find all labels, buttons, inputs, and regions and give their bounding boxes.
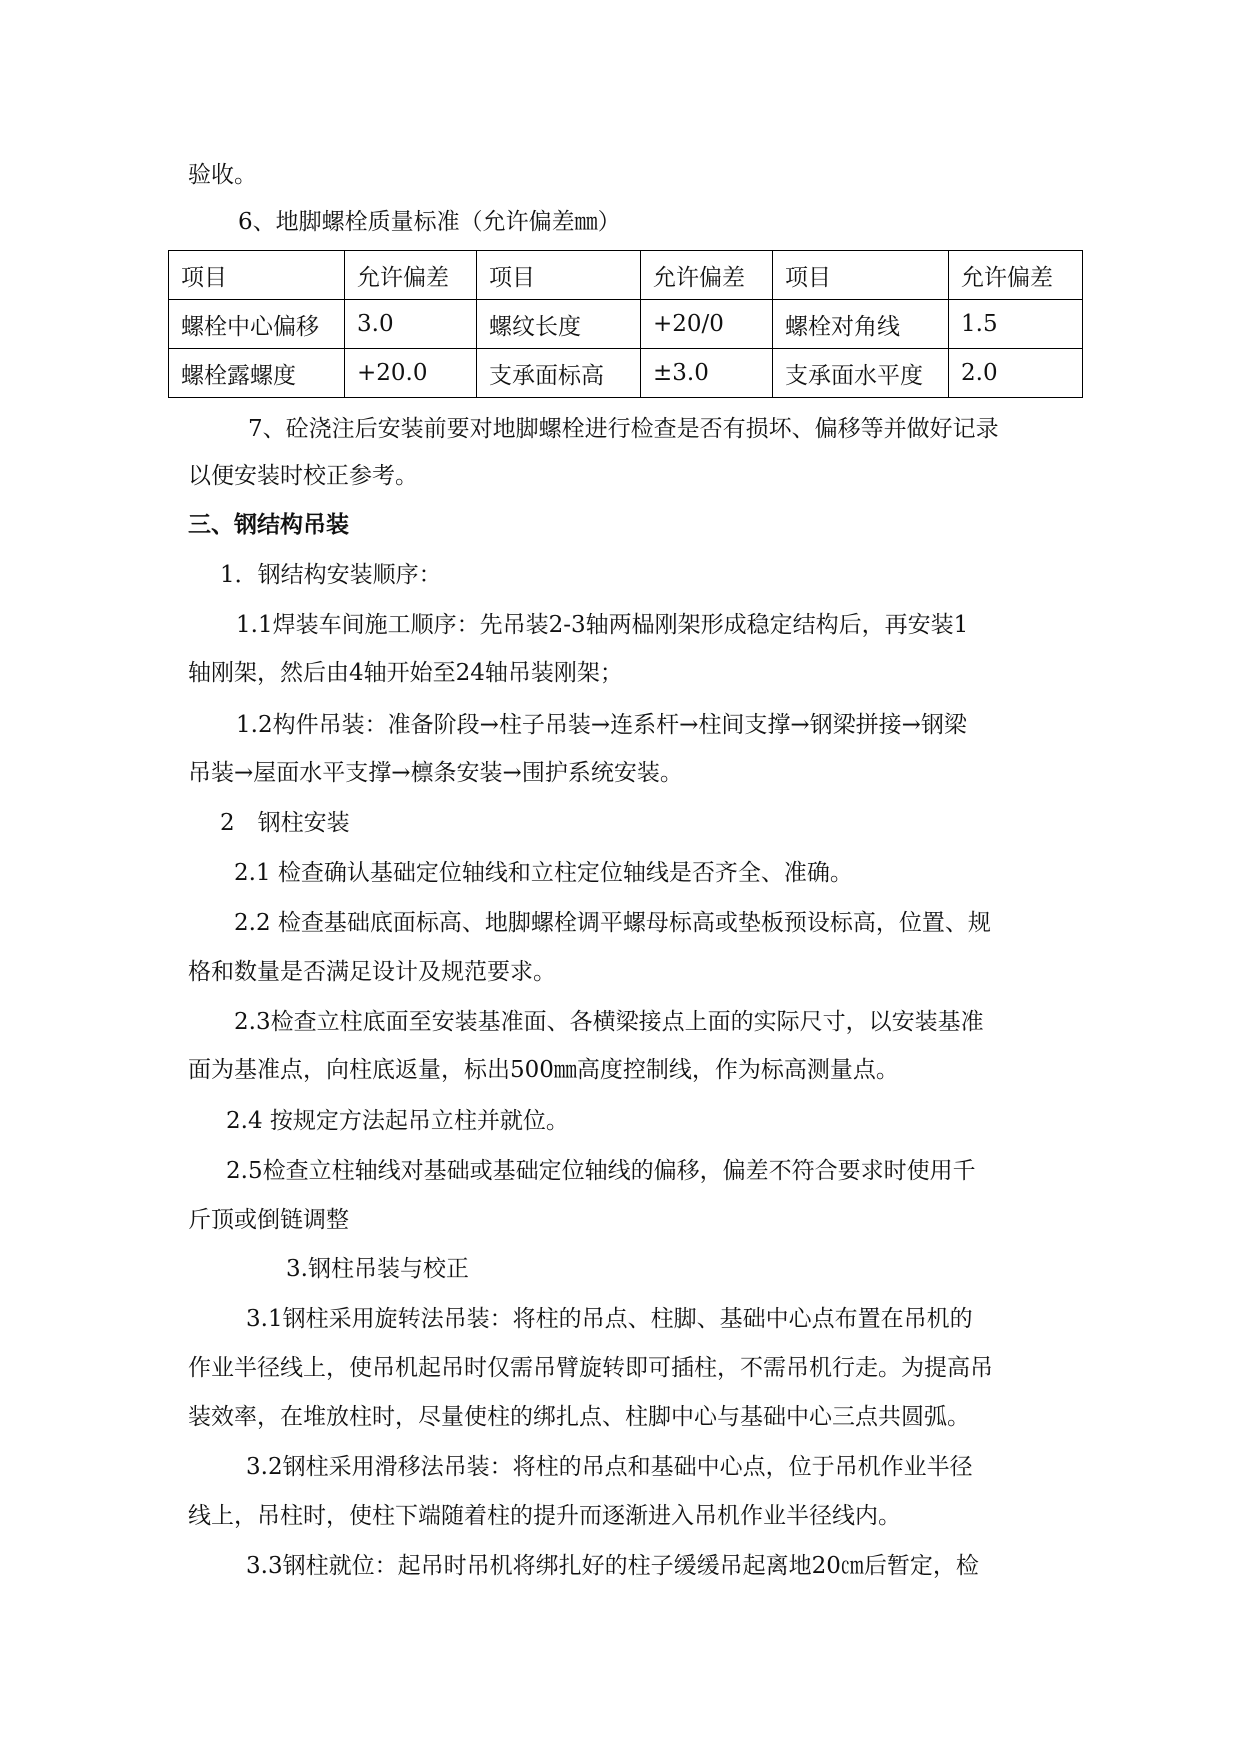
table-cell: 3.0 (345, 300, 477, 349)
table-cell: 允许偏差 (949, 251, 1083, 300)
table-cell: 螺栓对角线 (773, 300, 949, 349)
table-cell: 允许偏差 (345, 251, 477, 300)
table-cell: 螺栓露螺度 (169, 349, 345, 398)
subsection-heading: 3.钢柱吊装与校正 (286, 1256, 469, 1282)
table-cell: 项目 (773, 251, 949, 300)
text-line: 作业半径线上，使吊机起吊时仅需吊臂旋转即可插柱，不需吊机行走。为提高吊 (188, 1355, 993, 1381)
text-line: 2.5检查立柱轴线对基础或基础定位轴线的偏移，偏差不符合要求时使用千 (226, 1158, 976, 1184)
text-line: 斤顶或倒链调整 (188, 1207, 349, 1233)
text-line: 2.1 检查确认基础定位轴线和立柱定位轴线是否齐全、准确。 (234, 860, 853, 886)
text-line: 2.3检查立柱底面至安装基准面、各横梁接点上面的实际尺寸，以安装基准 (234, 1009, 984, 1035)
table-cell: +20/0 (641, 300, 773, 349)
section-heading-bolt-standard: 6、地脚螺栓质量标准（允许偏差㎜） (238, 209, 621, 235)
text-line: 1.1焊装车间施工顺序：先吊装2-3轴两榀刚架形成稳定结构后，再安装1 (236, 612, 969, 638)
table-cell: 允许偏差 (641, 251, 773, 300)
table-cell: 螺纹长度 (477, 300, 641, 349)
section-heading-steel-lifting: 三、钢结构吊装 (188, 511, 349, 538)
text-line: 3.2钢柱采用滑移法吊装：将柱的吊点和基础中心点，位于吊机作业半径 (246, 1454, 973, 1480)
text-line: 装效率，在堆放柱时，尽量使柱的绑扎点、柱脚中心与基础中心三点共圆弧。 (188, 1404, 970, 1430)
table-cell: 螺栓中心偏移 (169, 300, 345, 349)
table-cell: +20.0 (345, 349, 477, 398)
text-line: 格和数量是否满足设计及规范要求。 (188, 959, 556, 985)
table-row (169, 349, 1083, 398)
table-row (169, 300, 1083, 349)
text-line: 3.1钢柱采用旋转法吊装：将柱的吊点、柱脚、基础中心点布置在吊机的 (246, 1306, 973, 1332)
text-line: 轴刚架，然后由4轴开始至24轴吊装刚架； (188, 660, 623, 686)
text-line: 2.2 检查基础底面标高、地脚螺栓调平螺母标高或垫板预设标高，位置、规 (234, 910, 991, 936)
subsection-heading: 1．钢结构安装顺序： (220, 562, 442, 588)
table-cell: 项目 (477, 251, 641, 300)
text-line: 面为基准点，向柱底返量，标出500㎜高度控制线，作为标高测量点。 (188, 1057, 899, 1083)
text-line: 1.2构件吊装：准备阶段→柱子吊装→连系杆→柱间支撑→钢梁拼接→钢梁 (236, 712, 967, 738)
text-line: 3.3钢柱就位：起吊时吊机将绑扎好的柱子缓缓吊起离地20㎝后暂定，检 (246, 1553, 979, 1579)
table-cell: 支承面标高 (477, 349, 641, 398)
table-cell: 2.0 (949, 349, 1083, 398)
text-line: 以便安装时校正参考。 (188, 463, 418, 489)
text-line: 验收。 (188, 162, 257, 188)
text-line: 2.4 按规定方法起吊立柱并就位。 (226, 1108, 569, 1134)
table-cell: 1.5 (949, 300, 1083, 349)
table-cell: 项目 (169, 251, 345, 300)
table-cell: 支承面水平度 (773, 349, 949, 398)
text-line: 线上，吊柱时，使柱下端随着柱的提升而逐渐进入吊机作业半径线内。 (188, 1503, 901, 1529)
text-line: 吊装→屋面水平支撑→檩条安装→围护系统安装。 (188, 760, 683, 786)
table-cell: ±3.0 (641, 349, 773, 398)
subsection-heading: 2 钢柱安装 (220, 810, 350, 836)
bolt-quality-table (168, 250, 1083, 398)
table-header-row (169, 251, 1083, 300)
text-line: 7、砼浇注后安装前要对地脚螺栓进行检查是否有损坏、偏移等并做好记录 (248, 416, 999, 442)
